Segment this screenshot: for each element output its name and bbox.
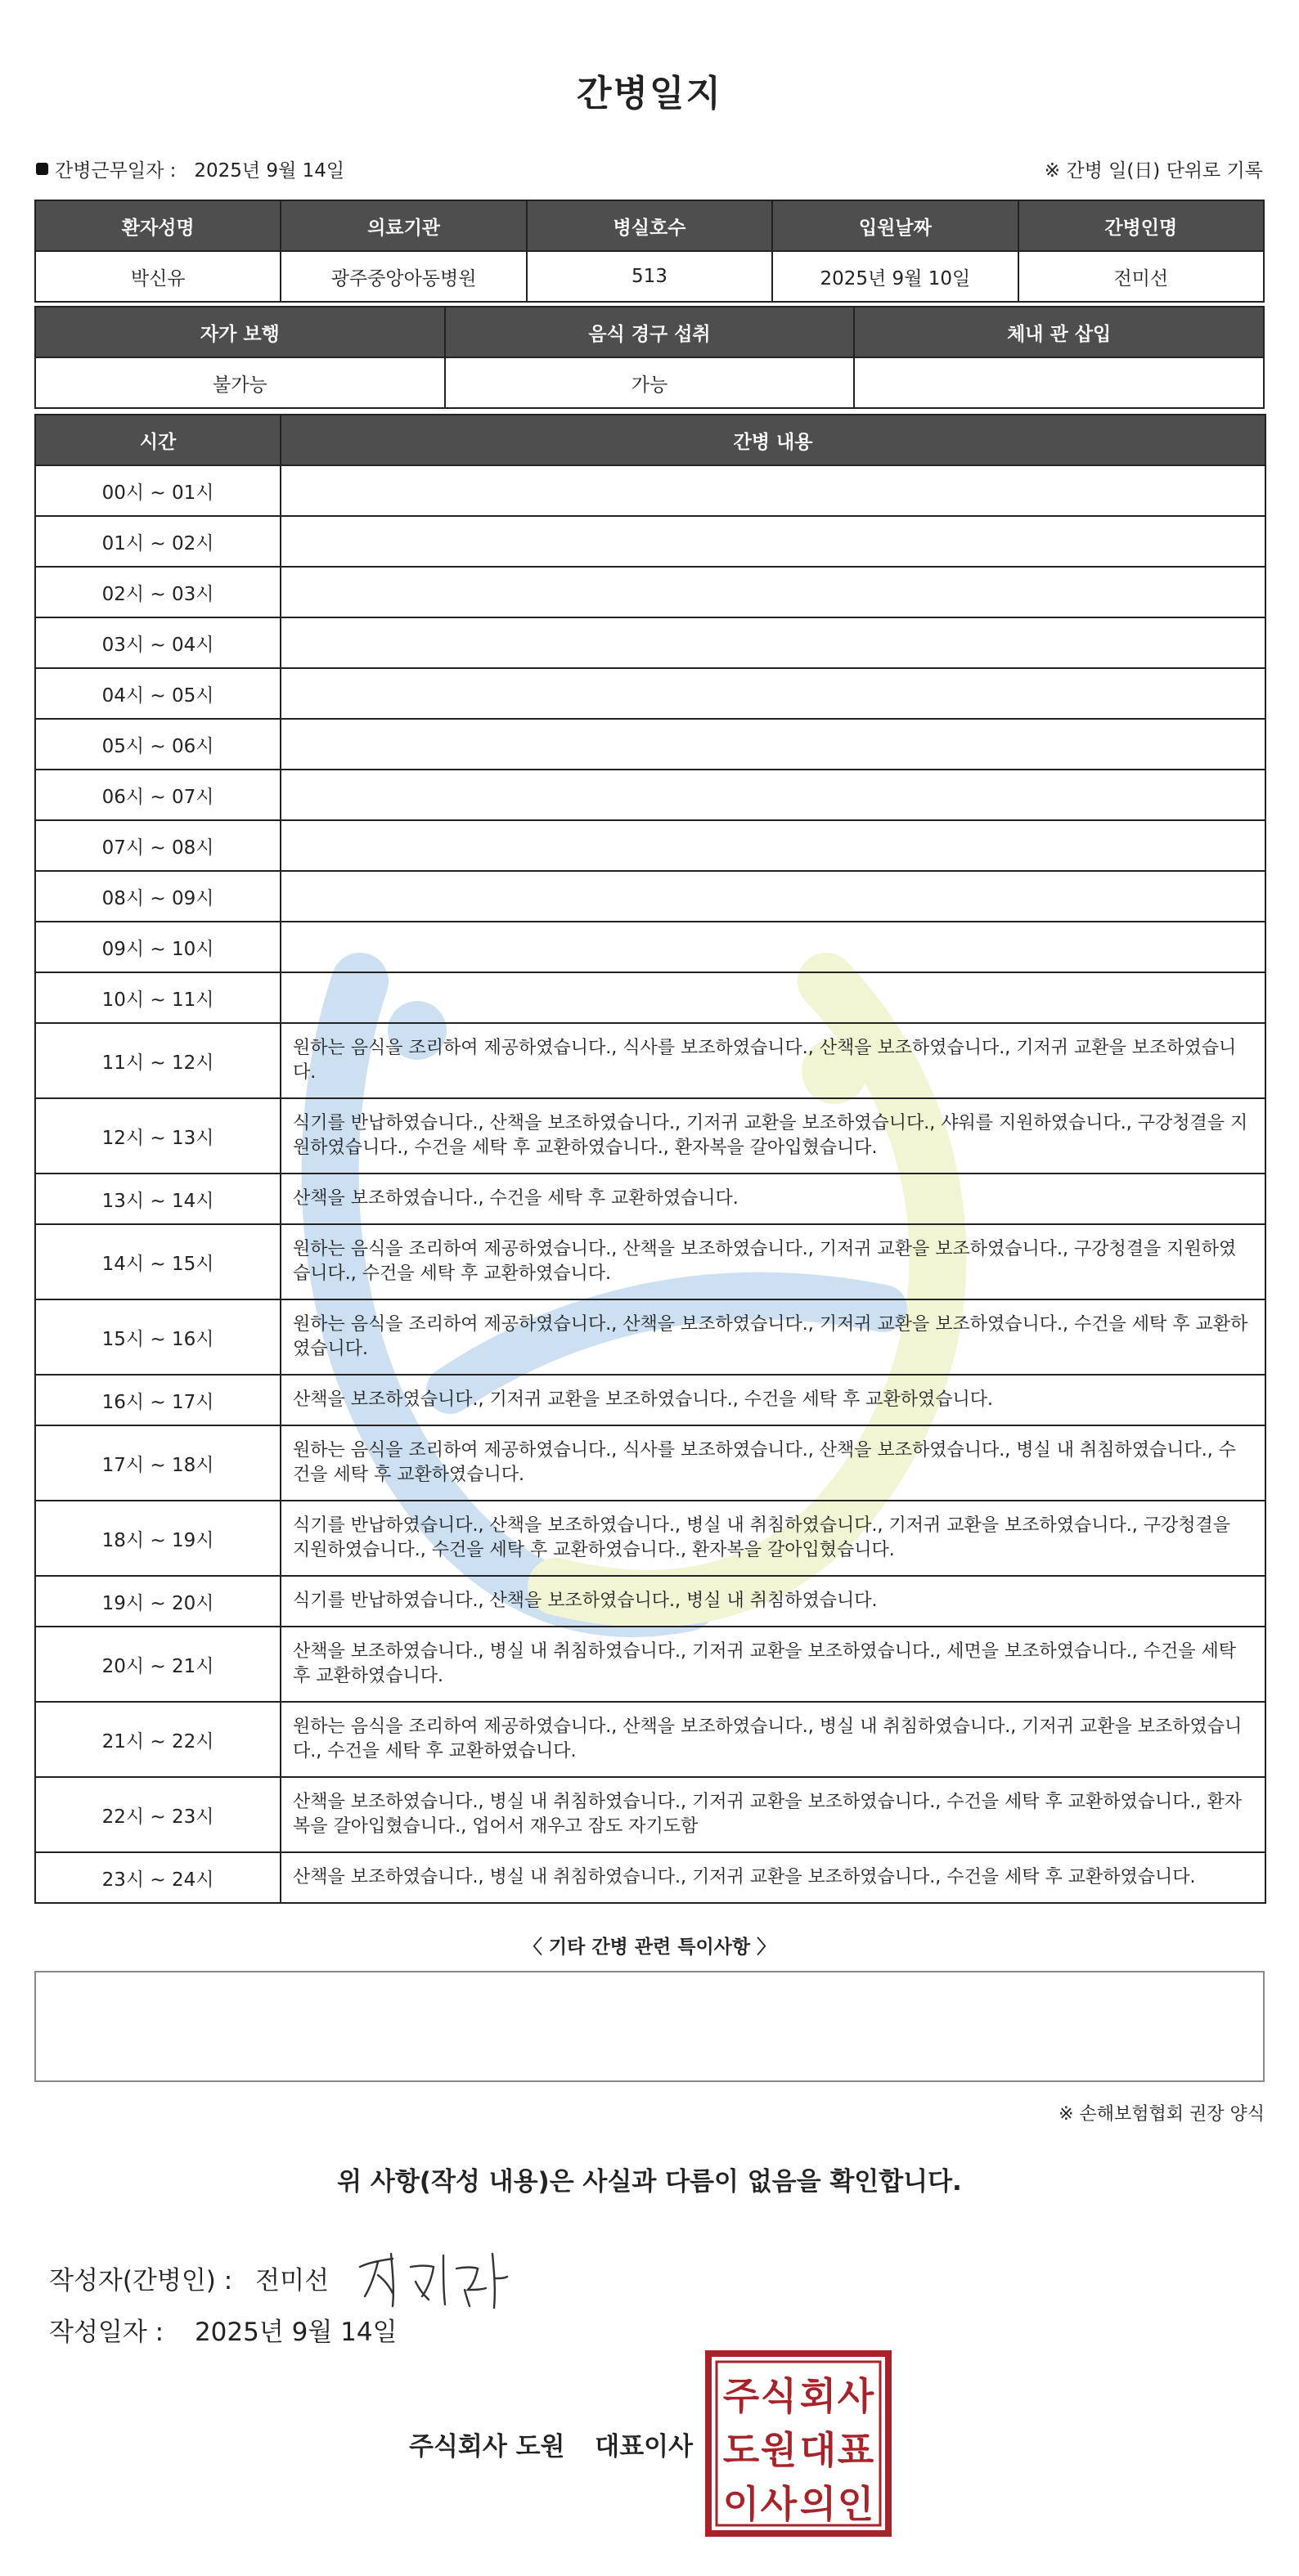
content-cell (281, 820, 1265, 871)
time-cell: 13시 ~ 14시 (35, 1174, 281, 1224)
table-row (35, 770, 1265, 820)
header-patient-name: 환자성명 (35, 200, 281, 251)
header-admit-date: 입원날짜 (772, 200, 1018, 251)
time-cell: 03시 ~ 04시 (35, 617, 281, 668)
content-cell: 원하는 음식을 조리하여 제공하였습니다., 산책을 보조하였습니다., 기저귀 교환을 보조하였습니다., 수건을 세탁 후 교환하였습니다. (281, 1299, 1265, 1375)
patient-info-table (34, 200, 1265, 303)
meta-row (36, 155, 1263, 185)
walking-value: 불가능 (35, 357, 445, 408)
write-date-row (49, 2311, 398, 2348)
table-row (35, 1576, 1265, 1627)
time-cell: 09시 ~ 10시 (35, 922, 281, 972)
content-cell (281, 516, 1265, 567)
content-cell: 식기를 반납하였습니다., 산책을 보조하였습니다., 병실 내 취침하였습니다., 기저귀 교환을 보조하였습니다., 구강청결을 지원하였습니다., 수건을 세탁 후 교환하였습니다., 환자복을 갈아입혔습니다. (281, 1501, 1265, 1576)
table-row (35, 1174, 1265, 1224)
svg-text:주: 주 (722, 2374, 760, 2418)
header-care-content: 간병 내용 (281, 415, 1265, 465)
table-row (35, 719, 1265, 770)
table-row (35, 1425, 1265, 1501)
table-row (35, 668, 1265, 719)
content-cell: 산책을 보조하였습니다., 병실 내 취침하였습니다., 기저귀 교환을 보조하였습니다., 수건을 세탁 후 교환하였습니다. (281, 1852, 1265, 1903)
company-row (409, 2426, 693, 2462)
company-title: 대표이사 (595, 2432, 694, 2462)
content-cell (281, 668, 1265, 719)
table-row (35, 1777, 1265, 1852)
confirmation-statement: 위 사항(작성 내용)은 사실과 다름이 없음을 확인합니다. (337, 2167, 962, 2197)
header-time: 시간 (35, 415, 281, 465)
page-title: 간병일지 (576, 73, 722, 114)
content-cell (281, 719, 1265, 770)
time-cell: 10시 ~ 11시 (35, 972, 281, 1023)
table-row (35, 1224, 1265, 1299)
tube-value (854, 357, 1264, 408)
table-row (35, 1852, 1265, 1903)
patient-table-value-row (35, 251, 1264, 302)
patient-status-table (34, 306, 1265, 409)
time-cell: 22시 ~ 23시 (35, 1777, 281, 1852)
table-row (35, 1023, 1265, 1098)
time-cell: 06시 ~ 07시 (35, 770, 281, 820)
svg-text:식: 식 (760, 2374, 798, 2418)
svg-text:이: 이 (722, 2482, 760, 2526)
time-cell: 19시 ~ 20시 (35, 1576, 281, 1627)
content-cell (281, 465, 1265, 516)
content-cell (281, 567, 1265, 617)
table-row (35, 922, 1265, 972)
status-table-value-row (35, 357, 1264, 408)
company-seal-stamp (705, 2350, 892, 2537)
table-row (35, 1501, 1265, 1576)
content-cell (281, 871, 1265, 922)
time-cell: 00시 ~ 01시 (35, 465, 281, 516)
time-cell: 11시 ~ 12시 (35, 1023, 281, 1098)
caregiver-name: 전미선 (1018, 251, 1264, 302)
header-room: 병실호수 (527, 200, 772, 251)
content-cell: 원하는 음식을 조리하여 제공하였습니다., 식사를 보조하였습니다., 산책을 보조하였습니다., 기저귀 교환을 보조하였습니다. (281, 1023, 1265, 1098)
content-cell (281, 972, 1265, 1023)
notes-box (34, 1971, 1265, 2082)
handwritten-signature (353, 2242, 517, 2313)
time-cell: 23시 ~ 24시 (35, 1852, 281, 1903)
table-row (35, 972, 1265, 1023)
svg-text:인: 인 (837, 2482, 874, 2526)
time-cell: 18시 ~ 19시 (35, 1501, 281, 1576)
work-date-label: 간병근무일자 : (55, 160, 177, 182)
svg-text:도: 도 (722, 2428, 760, 2472)
status-table-header-row (35, 307, 1264, 357)
content-cell (281, 922, 1265, 972)
notes-heading: 〈 기타 간병 관련 특이사항 〉 (523, 1936, 776, 1958)
unit-note: ※ 간병 일(日) 단위로 기록 (1044, 160, 1263, 182)
writer-name: 전미선 (255, 2265, 330, 2296)
header-walking: 자가 보행 (35, 307, 445, 357)
work-date-value: 2025년 9월 14일 (194, 160, 345, 182)
work-date-group (36, 155, 344, 182)
time-cell: 14시 ~ 15시 (35, 1224, 281, 1299)
content-cell (281, 617, 1265, 668)
content-cell: 원하는 음식을 조리하여 제공하였습니다., 산책을 보조하였습니다., 기저귀 교환을 보조하였습니다., 구강청결을 지원하였습니다., 수건을 세탁 후 교환하였습니다. (281, 1224, 1265, 1299)
header-hospital: 의료기관 (281, 200, 526, 251)
content-cell: 원하는 음식을 조리하여 제공하였습니다., 산책을 보조하였습니다., 병실 내 취침하였습니다., 기저귀 교환을 보조하였습니다., 수건을 세탁 후 교환하였습니다. (281, 1702, 1265, 1777)
time-cell: 20시 ~ 21시 (35, 1627, 281, 1702)
svg-text:의: 의 (799, 2482, 837, 2526)
svg-text:원: 원 (760, 2428, 798, 2472)
table-row (35, 1627, 1265, 1702)
table-row (35, 1098, 1265, 1174)
time-cell: 21시 ~ 22시 (35, 1702, 281, 1777)
header-tube: 체내 관 삽입 (854, 307, 1264, 357)
header-oral-intake: 음식 경구 섭취 (445, 307, 855, 357)
table-row (35, 516, 1265, 567)
time-cell: 01시 ~ 02시 (35, 516, 281, 567)
form-source-note: ※ 손해보험협회 권장 양식 (1059, 2104, 1265, 2125)
time-cell: 08시 ~ 09시 (35, 871, 281, 922)
content-cell: 식기를 반납하였습니다., 산책을 보조하였습니다., 기저귀 교환을 보조하였습니다., 샤워를 지원하였습니다., 구강청결을 지원하였습니다., 수건을 세탁 후 교환하였습니다., 환자복을 갈아입혔습니다. (281, 1098, 1265, 1174)
content-cell: 산책을 보조하였습니다., 병실 내 취침하였습니다., 기저귀 교환을 보조하였습니다., 세면을 보조하였습니다., 수건을 세탁 후 교환하였습니다. (281, 1627, 1265, 1702)
table-row (35, 871, 1265, 922)
svg-text:사: 사 (837, 2374, 874, 2418)
patient-table-header-row (35, 200, 1264, 251)
company-name: 주식회사 도원 (409, 2432, 565, 2462)
room-number: 513 (527, 251, 772, 302)
writer-label: 작성자(간병인) : (49, 2265, 233, 2296)
oral-intake-value: 가능 (445, 357, 855, 408)
content-cell: 산책을 보조하였습니다., 병실 내 취침하였습니다., 기저귀 교환을 보조하였습니다., 수건을 세탁 후 교환하였습니다., 환자복을 갈아입혔습니다., 업어서 재우고 잠도 자기도함 (281, 1777, 1265, 1852)
admit-date: 2025년 9월 10일 (772, 251, 1018, 302)
time-cell: 07시 ~ 08시 (35, 820, 281, 871)
time-cell: 02시 ~ 03시 (35, 567, 281, 617)
svg-text:사: 사 (760, 2482, 798, 2526)
care-log-table (34, 414, 1266, 1904)
time-cell: 17시 ~ 18시 (35, 1425, 281, 1501)
time-cell: 04시 ~ 05시 (35, 668, 281, 719)
time-cell: 05시 ~ 06시 (35, 719, 281, 770)
table-row (35, 820, 1265, 871)
content-cell: 식기를 반납하였습니다., 산책을 보조하였습니다., 병실 내 취침하였습니다. (281, 1576, 1265, 1627)
content-cell: 원하는 음식을 조리하여 제공하였습니다., 식사를 보조하였습니다., 산책을 보조하였습니다., 병실 내 취침하였습니다., 수건을 세탁 후 교환하였습니다. (281, 1425, 1265, 1501)
square-bullet-icon (36, 163, 48, 175)
time-cell: 16시 ~ 17시 (35, 1375, 281, 1425)
write-date-label: 작성일자 : (49, 2318, 164, 2347)
table-row (35, 1702, 1265, 1777)
time-cell: 15시 ~ 16시 (35, 1299, 281, 1375)
content-cell: 산책을 보조하였습니다., 수건을 세탁 후 교환하였습니다. (281, 1174, 1265, 1224)
write-date-value: 2025년 9월 14일 (194, 2318, 398, 2347)
content-cell: 산책을 보조하였습니다., 기저귀 교환을 보조하였습니다., 수건을 세탁 후 교환하였습니다. (281, 1375, 1265, 1425)
table-row (35, 465, 1265, 516)
content-cell (281, 770, 1265, 820)
writer-row (49, 2242, 517, 2313)
table-row (35, 567, 1265, 617)
log-table-header-row (35, 415, 1265, 465)
svg-text:대: 대 (799, 2428, 837, 2472)
svg-text:표: 표 (837, 2428, 874, 2472)
patient-name: 박신유 (35, 251, 281, 302)
table-row (35, 1299, 1265, 1375)
header-caregiver: 간병인명 (1018, 200, 1264, 251)
table-row (35, 617, 1265, 668)
svg-text:회: 회 (799, 2374, 837, 2418)
table-row (35, 1375, 1265, 1425)
hospital-name: 광주중앙아동병원 (281, 251, 526, 302)
time-cell: 12시 ~ 13시 (35, 1098, 281, 1174)
